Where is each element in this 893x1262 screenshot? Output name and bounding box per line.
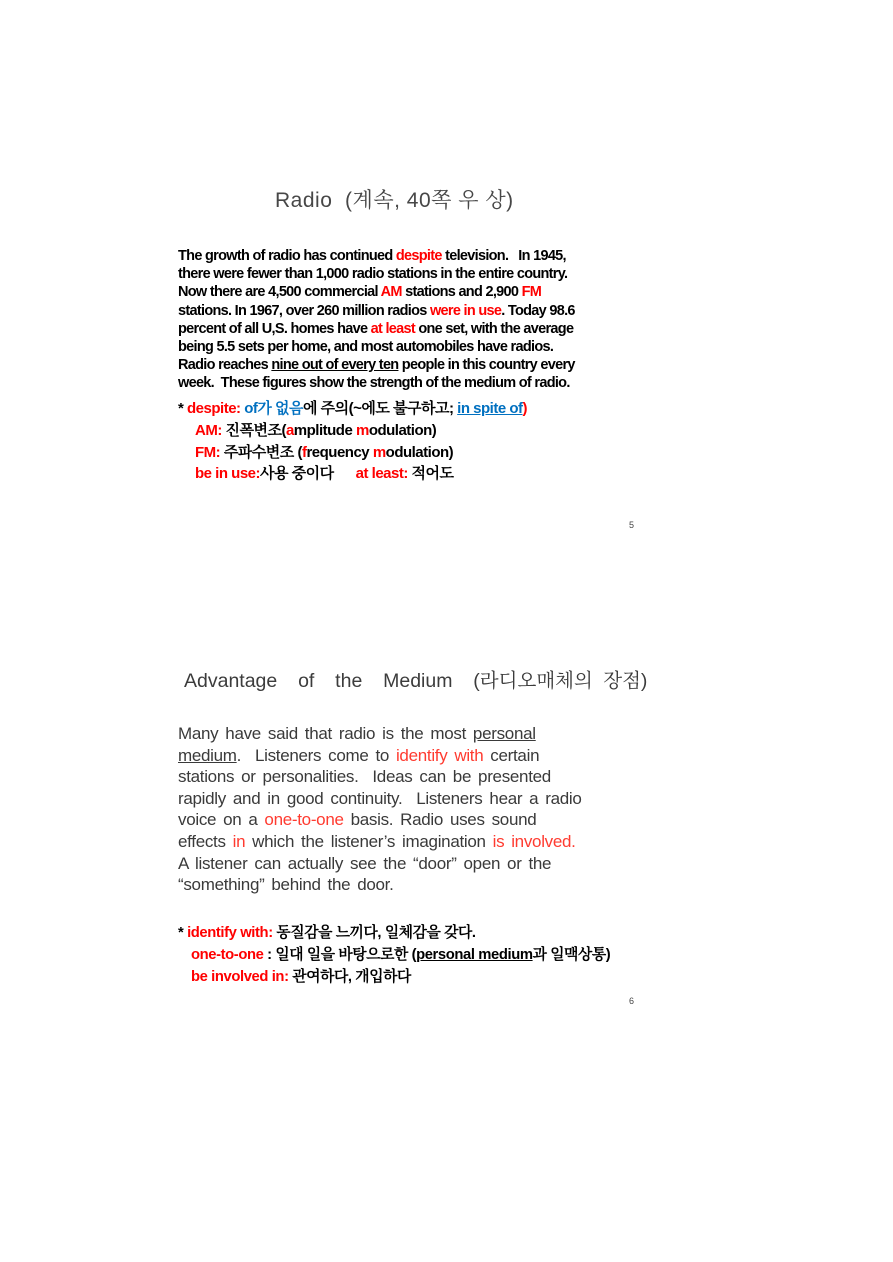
text-segment: 동질감을 느끼다, 일체감을 갖다.	[272, 925, 476, 941]
text-line	[178, 874, 673, 896]
text-segment: certain	[483, 745, 540, 765]
text-segment: )	[522, 400, 528, 417]
text-segment: personal	[472, 724, 536, 743]
text-segment: 사용 중이다	[260, 465, 356, 483]
text-line	[178, 809, 673, 831]
text-line	[178, 966, 610, 988]
text-segment: be involved in:	[191, 969, 289, 985]
text-segment: 에 주의(~에도 불구하고;	[303, 400, 458, 417]
text-segment: Many have said that radio is the most	[178, 724, 473, 743]
text-segment: *	[178, 400, 188, 417]
text-segment: stations or personalities. Ideas can be presented	[178, 767, 551, 787]
text-line	[178, 320, 660, 338]
text-segment: at least:	[355, 465, 408, 483]
text-segment: stations and 2,900	[401, 284, 522, 301]
text-segment: of가 없음	[244, 400, 303, 417]
text-line	[178, 745, 673, 767]
text-line	[178, 265, 660, 283]
text-segment: basis. Radio uses sound	[343, 810, 537, 830]
text-line	[178, 463, 527, 485]
text-segment: percent of all U,S. homes have	[178, 320, 371, 337]
slide-1-paragraph	[178, 247, 660, 393]
slide-1-vocabulary-notes	[178, 398, 527, 485]
text-line	[178, 922, 610, 944]
slide-2-page-number: 6	[629, 996, 635, 1006]
text-line	[178, 374, 660, 392]
text-segment: A listener can actually see the “door” open or the	[178, 853, 552, 873]
text-segment: 주파수변조 (	[220, 443, 302, 461]
text-line	[178, 283, 660, 301]
text-segment: “something” behind the door.	[178, 875, 394, 895]
text-segment: were in use	[429, 302, 502, 319]
text-line	[178, 398, 527, 420]
text-segment: nine out of every ten	[271, 357, 399, 374]
text-segment: effects	[178, 831, 233, 851]
text-segment: 적어도	[407, 465, 454, 483]
text-segment: in spite of	[457, 400, 523, 417]
text-segment: FM	[521, 284, 542, 301]
text-segment: stations. In 1967, over 260 million radios	[178, 302, 430, 319]
text-segment: one-to-one	[191, 947, 264, 963]
slide-2-vocabulary-notes	[178, 922, 610, 988]
text-segment: AM:	[195, 421, 222, 439]
text-segment: at least	[370, 320, 416, 337]
text-segment: a	[285, 421, 294, 439]
text-line	[178, 788, 673, 810]
text-segment: Radio reaches	[178, 357, 272, 374]
text-line	[178, 944, 610, 966]
text-line	[178, 247, 660, 265]
text-segment: despite	[395, 248, 442, 264]
text-line	[178, 831, 673, 853]
slide-2-title: Advantage of the Medium (라디오매체의 장점)	[184, 670, 648, 692]
text-segment: mplitude	[293, 421, 356, 439]
text-segment: one set, with the average	[415, 320, 574, 337]
slide-1-title: Radio (계속, 40쪽 우 상)	[275, 189, 514, 212]
text-segment: identify with:	[187, 925, 273, 941]
text-segment: . Listeners come to	[236, 745, 396, 765]
text-segment: 관여하다, 개입하다	[288, 969, 411, 985]
text-segment: odulation)	[368, 421, 437, 439]
text-segment: television. In 1945,	[441, 248, 566, 264]
text-segment: week. These figures show the strength of the medium of radio.	[178, 375, 570, 392]
text-line	[178, 442, 527, 464]
text-segment: is involved.	[492, 831, 576, 851]
text-segment: 과 일맥상통)	[532, 947, 611, 963]
text-segment: in	[232, 831, 246, 851]
text-line	[178, 723, 673, 745]
text-line	[178, 338, 660, 356]
text-segment: despite:	[187, 400, 241, 417]
text-segment: Now there are 4,500 commercial	[178, 284, 381, 301]
text-line	[178, 302, 660, 320]
text-segment: rapidly and in good continuity. Listeners hear a radio	[178, 788, 582, 808]
text-segment: one-to-one	[264, 810, 344, 830]
text-segment: The growth of radio has continued	[178, 248, 396, 264]
text-segment: identify with	[395, 745, 484, 765]
text-segment: f	[301, 443, 307, 461]
text-segment: voice on a	[178, 810, 265, 830]
text-segment: : 일대 일을 바탕으로한 (	[263, 947, 417, 963]
text-segment: FM:	[195, 443, 221, 461]
text-segment: being 5.5 sets per home, and most automobiles have radios.	[178, 339, 554, 356]
text-segment: people in this country every	[398, 357, 575, 374]
text-line	[178, 853, 673, 875]
text-segment: odulation)	[385, 443, 454, 461]
text-line	[178, 766, 673, 788]
text-segment: requency	[306, 443, 373, 461]
text-segment: medium	[178, 745, 237, 765]
text-segment: *	[178, 925, 188, 941]
text-segment: AM	[380, 284, 402, 301]
text-segment: . Today 98.6	[501, 302, 575, 319]
text-segment: be in use:	[195, 465, 261, 483]
text-segment: 진폭변조(	[221, 421, 286, 439]
text-segment: m	[372, 443, 386, 461]
text-segment: m	[355, 421, 369, 439]
slide-1-page-number: 5	[629, 520, 635, 530]
text-segment: there were fewer than 1,000 radio stations in the entire country.	[178, 266, 568, 283]
text-line	[178, 420, 527, 442]
text-line	[178, 356, 660, 374]
text-segment: which the listener’s imagination	[245, 831, 493, 851]
text-segment: personal medium	[416, 947, 533, 963]
slide-2-paragraph	[178, 723, 673, 896]
